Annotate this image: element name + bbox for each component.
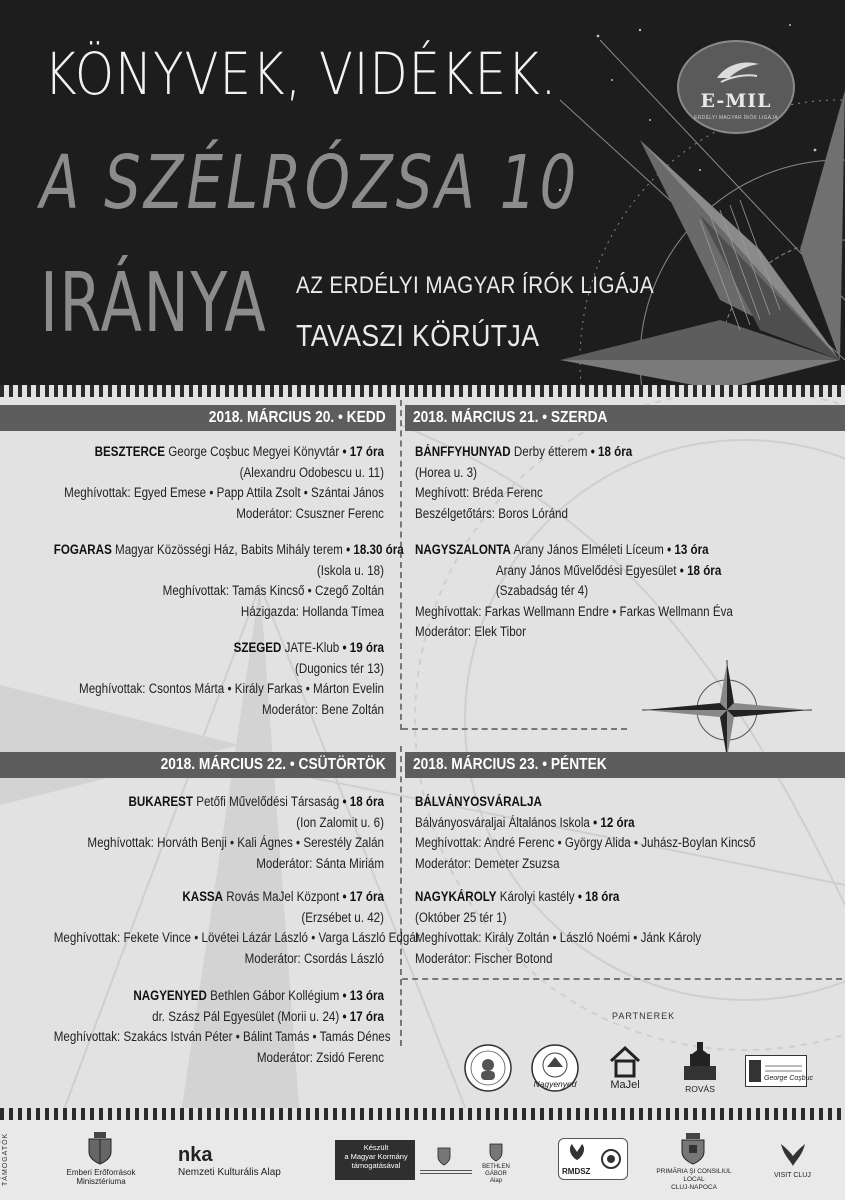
cluj-coat-of-arms-icon (680, 1132, 706, 1166)
event-balvanyosvaralja: BÁLVÁNYOSVÁRALJA Bálványosváraljai Általános Iskola • 12 óra Meghívottak: André Ferenc • György Alida • Juhász-Boylan Kincső Moderátor: Demeter Zsuzsa (415, 794, 756, 871)
partner-rovas-logo: ROVÁS (680, 1040, 720, 1096)
day-header-march-23: 2018. MÁRCIUS 23. • PÉNTEK (405, 752, 845, 778)
ministry-lines (420, 1170, 472, 1174)
logo-subtitle: ERDÉLYI MAGYAR ÍRÓK LIGÁJA (694, 115, 778, 121)
primaria-text: PRIMĂRIA ŞI CONSILIUL LOCAL CLUJ-NAPOCA (656, 1168, 732, 1191)
logo-name: E-MIL (700, 90, 772, 112)
visit-cluj-icon (778, 1138, 808, 1168)
partner-majel-logo: MaJel (605, 1043, 645, 1093)
event-szeged: SZEGED JATE-Klub • 19 óra (Dugonics tér 13) Meghívottak: Csontos Márta • Király Farkas • Márton Evelin Moderátor: Bene Zoltán (79, 640, 385, 717)
hungarian-coat-of-arms-icon (85, 1130, 115, 1166)
rmdsz-text: RMDSZ (562, 1167, 591, 1176)
event-nagyszalonta: NAGYSZALONTA Arany János Elméleti Líceum • 13 óra Arany János Művelődési Egyesület • 18 óra (Szabadság tér 4) Meghívottak: Farkas Wellmann Endre • Farkas Wellmann Éva Moderátor: Elek Tibor (415, 542, 733, 639)
event-nagyenyed: NAGYENYED Bethlen Gábor Kollégium • 13 óra dr. Szász Pál Egyesület (Morii u. 24) • 17 óra Meghívottak: Szakács István Péter • Bálint Tamás • Tamás Dénes Moderátor: Zsidó Ferenc (53, 988, 391, 1065)
partner-nagyenyed-logo: Nagyenyed (530, 1043, 580, 1093)
seal-icon (463, 1043, 513, 1093)
subtitle-line-1: AZ ERDÉLYI MAGYAR ÍRÓK LIGÁJA (296, 272, 655, 299)
event-fogaras: FOGARAS Magyar Közösségi Ház, Babits Mihály terem • 18.30 óra (Iskola u. 18) Meghívottak: Tamás Kincső • Czegő Zoltán Házigazda: Hollanda Tímea (53, 542, 404, 619)
event-banffyhunyad: BÁNFFYHUNYAD Derby étterem • 18 óra (Horea u. 3) Meghívott: Bréda Ferenc Beszélgetőtárs: Boros Lóránd (415, 444, 633, 521)
event-nagykaroly: NAGYKÁROLY Károlyi kastély • 18 óra (Október 25 tér 1) Meghívottak: Király Zoltán • László Noémi • Jánk Károly Moderátor: Fischer Botond (415, 889, 702, 966)
compass-rose-icon (642, 660, 812, 760)
nka-text: Nemzeti Kulturális Alap (178, 1167, 281, 1178)
church-icon (680, 1040, 720, 1084)
feather-icon (713, 56, 763, 86)
divider-vertical-top (400, 400, 402, 730)
partner-library-logo: George Coşbuc (745, 1055, 807, 1087)
divider-horizontal-bottom (402, 978, 842, 980)
emil-logo (677, 40, 795, 134)
sponsors-label: TÁMOGATÓK (2, 1132, 9, 1186)
event-bukarest: BUKAREST Petőfi Művelődési Társaság • 18 óra (Ion Zalomit u. 6) Meghívottak: Horváth Benji • Kali Ágnes • Serestély Zalán Moderátor: Sánta Miriám (87, 794, 385, 871)
day-header-march-20: 2018. MÁRCIUS 20. • KEDD (0, 405, 396, 431)
title-line-3: IRÁNYA (40, 256, 268, 351)
title-line-1: KÖNYVEK, VIDÉKEK. (44, 40, 558, 108)
event-kassa: KASSA Rovás MaJel Központ • 17 óra (Erzsébet u. 42) Meghívottak: Fekete Vince • Lövétei Lázár László • Varga László Edgár Moderátor: Csordás László (53, 889, 420, 966)
event-beszterce: BESZTERCE George Coşbuc Megyei Könyvtár • 17 óra (Alexandru Odobescu u. 11) Meghívottak: Egyed Emese • Papp Attila Zsolt • Szántai János Moderátor: Csuszner Ferenc (64, 444, 384, 521)
poster-header (0, 0, 845, 385)
bottom-stripe-border (0, 1108, 845, 1120)
house-icon (605, 1043, 645, 1079)
ministry-coat-icon (436, 1146, 452, 1166)
bethlen-coat-icon (488, 1142, 504, 1162)
divider-vertical-bottom (400, 746, 402, 1046)
divider-horizontal-top (402, 728, 627, 730)
bethlen-text: BETHLEN GÁBOR Alap (482, 1164, 510, 1184)
visit-cluj-text: VISIT CLUJ (774, 1172, 811, 1179)
day-header-march-22: 2018. MÁRCIUS 22. • CSÜTÖRTÖK (0, 752, 396, 778)
title-line-2: A SZÉLRÓZSA 10 (40, 140, 580, 226)
government-text: Készült a Magyar Kormány támogatásával (344, 1143, 408, 1170)
tulip-icon (566, 1142, 588, 1162)
nka-mark: nka (178, 1144, 213, 1166)
top-stripe-border (0, 385, 845, 397)
partner-szasz-pal-logo (463, 1043, 513, 1093)
partners-label: PARTNEREK (612, 1011, 676, 1021)
subtitle-line-2: TAVASZI KÖRÚTJA (296, 318, 540, 353)
community-foundation-icon (600, 1148, 622, 1170)
emmi-text: Emberi Erőforrások Minisztériuma (66, 1168, 136, 1186)
day-header-march-21: 2018. MÁRCIUS 21. • SZERDA (405, 405, 845, 431)
